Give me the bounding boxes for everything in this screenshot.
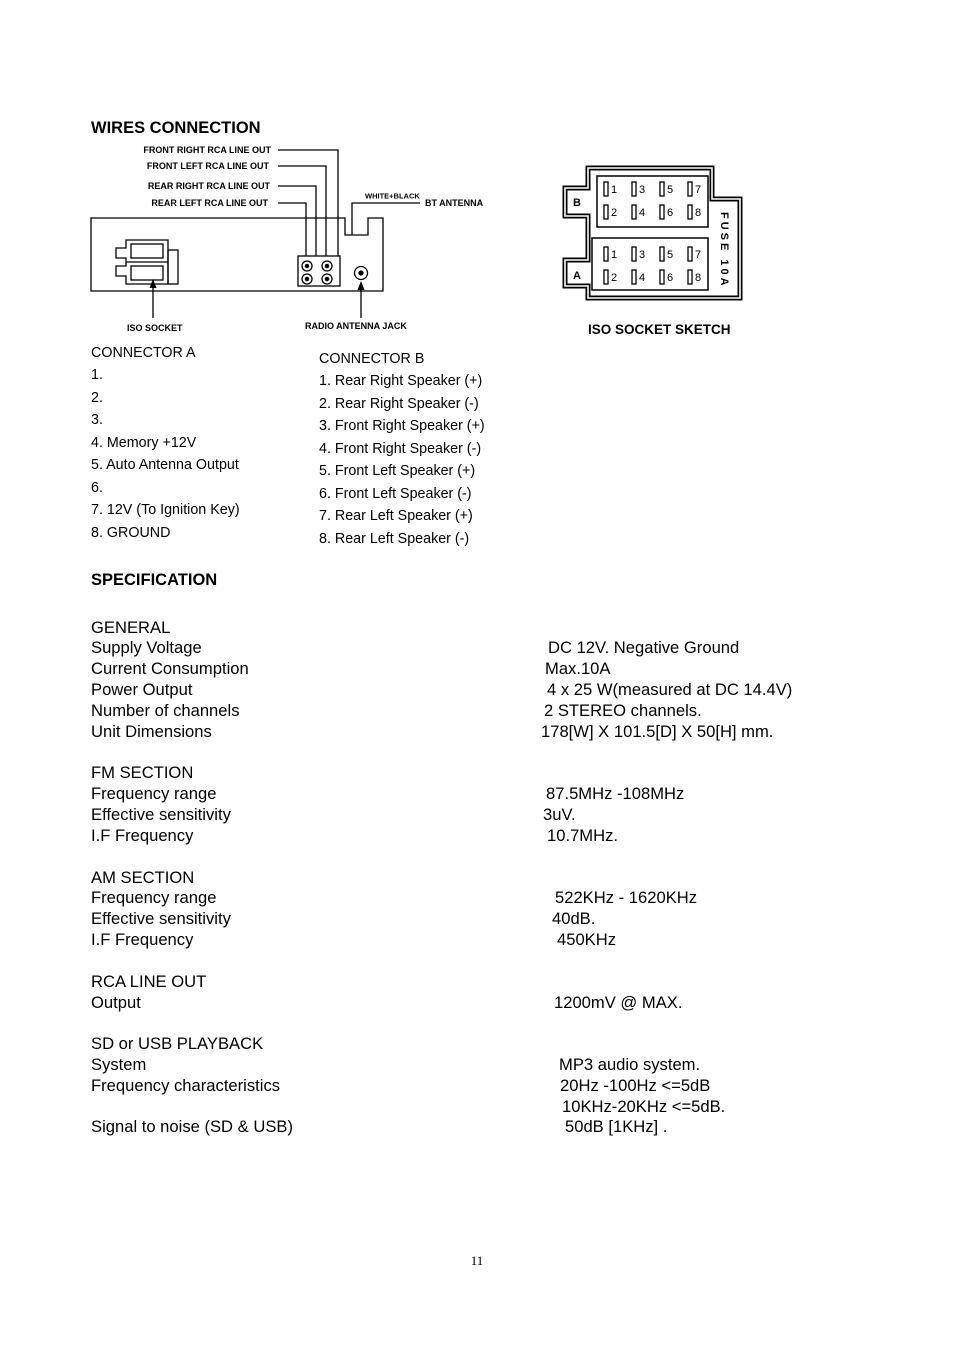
- list-item: 8. Rear Left Speaker (-): [319, 530, 470, 547]
- iso-socket-label: ISO SOCKET: [127, 323, 183, 334]
- pin-number: 6: [667, 207, 674, 219]
- spec-row: [91, 701, 891, 722]
- radio-antenna-jack-label: RADIO ANTENNA JACK: [305, 321, 407, 332]
- pin-number: 3: [639, 249, 646, 261]
- pin: [604, 247, 608, 261]
- list-item: 2.: [91, 389, 103, 406]
- spec-label: Supply Voltage: [91, 638, 202, 658]
- pin-number: 7: [695, 184, 702, 196]
- pin: [632, 205, 636, 219]
- rca-jack-pin: [325, 277, 328, 280]
- spec-row: [91, 638, 891, 659]
- spec-label: System: [91, 1054, 147, 1074]
- spec-row: [91, 1076, 891, 1097]
- pin: [688, 270, 692, 284]
- pin: [632, 182, 636, 196]
- pin: [604, 270, 608, 284]
- pin-number: 2: [611, 207, 618, 219]
- spec-value: Max.10A: [545, 659, 611, 679]
- spec-row: [91, 722, 891, 743]
- spec-value: 87.5MHz -108MHz: [546, 784, 685, 804]
- spec-label: Frequency characteristics: [91, 1075, 281, 1095]
- spec-value: 50dB [1KHz] .: [565, 1117, 668, 1137]
- spec-label: Effective sensitivity: [91, 805, 231, 825]
- pin-number: 1: [611, 249, 618, 261]
- section-title-rca-line-out: RCA LINE OUT: [91, 971, 207, 991]
- spec-label: Power Output: [91, 680, 193, 700]
- spec-row: [91, 930, 891, 951]
- list-item: 4. Memory +12V: [91, 434, 197, 451]
- section-spacer: [91, 743, 891, 764]
- list-item: 6. Front Left Speaker (-): [319, 485, 472, 502]
- list-item: 6.: [91, 479, 103, 496]
- list-item: 1.: [91, 367, 103, 384]
- spec-value: 10KHz-20KHz <=5dB.: [562, 1096, 726, 1116]
- section-title-am: AM SECTION: [91, 867, 195, 887]
- spec-label: Signal to noise (SD & USB): [91, 1117, 293, 1137]
- spec-label: Frequency range: [91, 888, 217, 908]
- rca-jack-pin: [305, 264, 308, 267]
- pin: [688, 247, 692, 261]
- pin-number: 5: [667, 184, 674, 196]
- pin-number: 1: [611, 184, 618, 196]
- rear-left-rca-label: REAR LEFT RCA LINE OUT: [151, 198, 268, 209]
- section-spacer: [91, 1013, 891, 1034]
- list-item: 3.: [91, 412, 103, 429]
- head-unit-wiring-diagram: [91, 150, 420, 318]
- pin-number: 6: [667, 272, 674, 284]
- pin-number: 3: [639, 184, 646, 196]
- iso-socket-sketch-caption: ISO SOCKET SKETCH: [588, 321, 731, 337]
- connector-a-title: CONNECTOR A: [91, 344, 196, 361]
- radio-antenna-jack-pin: [359, 271, 363, 275]
- pin: [660, 182, 664, 196]
- spec-label: Current Consumption: [91, 659, 249, 679]
- pin: [632, 247, 636, 261]
- rca-jack-pin: [325, 264, 328, 267]
- iso-socket-inner: [131, 266, 163, 280]
- rear-left-rca-wire: [278, 203, 306, 256]
- spec-value: 522KHz - 1620KHz: [555, 888, 698, 908]
- spec-label: Output: [91, 992, 141, 1012]
- pin: [604, 182, 608, 196]
- spec-value: MP3 audio system.: [559, 1054, 701, 1074]
- spec-row: [91, 680, 891, 701]
- pin-number: 7: [695, 249, 702, 261]
- pin-number: 2: [611, 272, 618, 284]
- spec-row: [91, 659, 891, 680]
- spec-row: [91, 909, 891, 930]
- front-left-rca-wire: [278, 166, 326, 256]
- pin-number: 4: [639, 207, 646, 219]
- rca-jack-pin: [305, 277, 308, 280]
- section-spacer: [91, 951, 891, 972]
- page-number: 11: [470, 1253, 484, 1268]
- pin: [632, 270, 636, 284]
- wires-connection-heading: WIRES CONNECTION: [91, 119, 261, 137]
- rear-right-rca-label: REAR RIGHT RCA LINE OUT: [147, 181, 270, 192]
- pin: [688, 205, 692, 219]
- section-spacer: [91, 847, 891, 868]
- spec-row: [91, 784, 891, 805]
- list-item: 5. Front Left Speaker (+): [319, 463, 476, 480]
- iso-socket-side: [168, 250, 178, 284]
- list-item: 4. Front Right Speaker (-): [319, 440, 482, 457]
- section-title-general: GENERAL: [91, 617, 171, 637]
- connector-b-title: CONNECTOR B: [319, 350, 425, 367]
- bt-antenna-label: BT ANTENNA: [425, 198, 484, 209]
- rca-jack-block: [298, 256, 340, 286]
- list-item: 7. 12V (To Ignition Key): [91, 502, 240, 519]
- spec-row: [91, 1117, 891, 1138]
- spec-value: DC 12V. Negative Ground: [548, 638, 740, 658]
- pin-number: 5: [667, 249, 674, 261]
- spec-label: Unit Dimensions: [91, 721, 212, 741]
- spec-label: I.F Frequency: [91, 930, 194, 950]
- spec-row-continuation: [91, 1097, 891, 1118]
- spec-label: I.F Frequency: [91, 825, 194, 845]
- rear-right-rca-wire: [278, 186, 316, 256]
- connector-a-letter: A: [573, 270, 581, 282]
- spec-value: 450KHz: [557, 930, 617, 950]
- section-title-sd-usb-playback: SD or USB PLAYBACK: [91, 1034, 264, 1054]
- list-item: 2. Rear Right Speaker (-): [319, 395, 479, 412]
- pin: [604, 205, 608, 219]
- spec-row: [91, 805, 891, 826]
- connector-a-block: [592, 238, 708, 290]
- connector-b-list: [319, 348, 485, 551]
- spec-row: [91, 1055, 891, 1076]
- spec-value: 3uV.: [543, 805, 576, 825]
- connector-a-list: [91, 342, 240, 545]
- spec-row: [91, 993, 891, 1014]
- fuse-label: FUSE 10A: [718, 212, 730, 289]
- spec-row: [91, 826, 891, 847]
- section-title-fm: FM SECTION: [91, 763, 194, 783]
- front-right-rca-label: FRONT RIGHT RCA LINE OUT: [143, 145, 271, 156]
- specification-heading: SPECIFICATION: [91, 571, 218, 589]
- spec-label: Frequency range: [91, 784, 217, 804]
- spec-value: 178[W] X 101.5[D] X 50[H] mm.: [541, 721, 774, 741]
- pin-number: 8: [695, 272, 702, 284]
- spec-value: 20Hz -100Hz <=5dB: [560, 1075, 711, 1095]
- white-black-label: WHITE+BLACK: [365, 191, 420, 201]
- spec-label: Effective sensitivity: [91, 909, 231, 929]
- spec-value: 1200mV @ MAX.: [554, 992, 683, 1012]
- spec-value: 10.7MHz.: [547, 825, 619, 845]
- bt-antenna-wire: [352, 203, 420, 235]
- list-item: 8. GROUND: [91, 524, 171, 541]
- spec-value: 4 x 25 W(measured at DC 14.4V): [547, 680, 793, 700]
- pin-number: 8: [695, 207, 702, 219]
- list-item: 1. Rear Right Speaker (+): [319, 373, 483, 390]
- front-left-rca-label: FRONT LEFT RCA LINE OUT: [146, 161, 269, 172]
- list-item: 3. Front Right Speaker (+): [319, 418, 485, 435]
- pin: [660, 270, 664, 284]
- specification-table: [91, 618, 891, 1139]
- connector-b-letter: B: [573, 197, 581, 209]
- pin: [688, 182, 692, 196]
- spec-label: Number of channels: [91, 700, 240, 720]
- wiring-diagrams: [0, 0, 954, 340]
- pin: [660, 247, 664, 261]
- list-item: 7. Rear Left Speaker (+): [319, 508, 473, 525]
- pin-number: 4: [639, 272, 646, 284]
- list-item: 5. Auto Antenna Output: [91, 457, 239, 474]
- spec-value: 2 STEREO channels.: [544, 700, 702, 720]
- radio-antenna-jack-arrowhead: [358, 281, 365, 290]
- iso-socket-sketch: [565, 168, 740, 298]
- spec-row: [91, 888, 891, 909]
- spec-value: 40dB.: [552, 909, 596, 929]
- iso-socket-inner: [131, 244, 163, 258]
- pin: [660, 205, 664, 219]
